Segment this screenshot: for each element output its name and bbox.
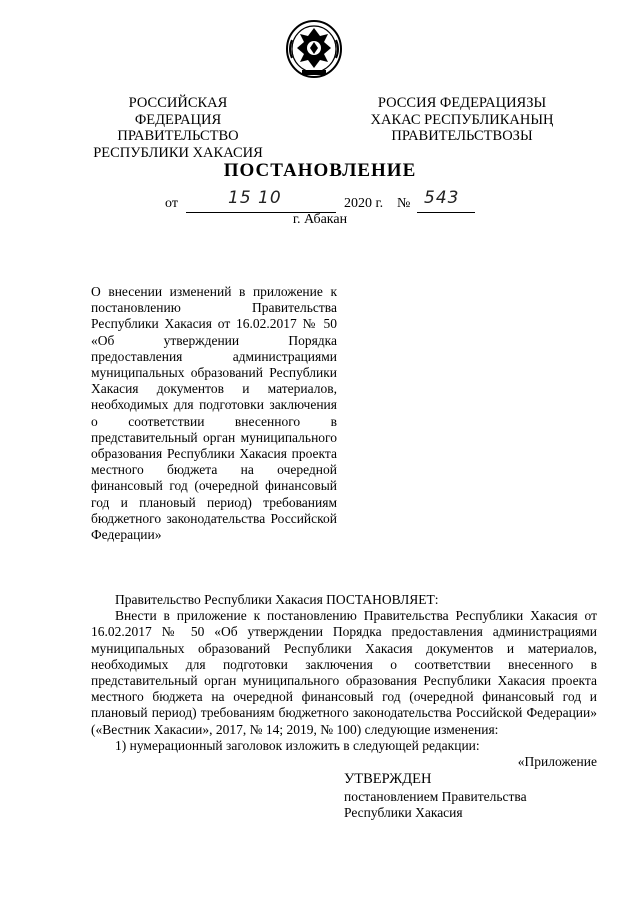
date-prefix: от (165, 196, 178, 211)
decree-paragraph: Внести в приложение к постановлению Правительства Республики Хакасия от 16.02.2017 № 50 «Об утверждении Порядка предоставления администрациями муниципальных образований Республики Хакасия документов и материалов, необходимых для подготовки заключения о соответствии внесенного в представительный орган муниципального образования Республики Хакасия проекта местного бюджета на очередной финансовый год (очередной финансовый год и плановый период) требованиям бюджетного законодательства Российской Федерации» («Вестник Хакасии», 2017, № 14; 2019, № 100) следующие изменения: (91, 608, 597, 737)
document-title: ПОСТАНОВЛЕНИЕ (223, 160, 417, 181)
header-right-line-2: ХАКАС РЕСПУБЛИКАНЫҢ (370, 111, 554, 128)
number-sign: № (397, 196, 411, 211)
date-number-line (0, 188, 640, 214)
decree-body (91, 592, 597, 770)
coat-of-arms-emblem (284, 18, 344, 80)
header-left-line-2: ПРАВИТЕЛЬСТВО (117, 128, 239, 144)
city-label: г. Абакан (292, 212, 348, 227)
handwritten-date: 15 10 (228, 188, 282, 208)
year-label: 2020 г. (344, 196, 384, 211)
appendix-label: «Приложение (517, 754, 597, 770)
header-right-line-3: ПРАВИТЕЛЬСТВОЗЫ (391, 128, 533, 144)
header-left-line-3: РЕСПУБЛИКИ ХАКАСИЯ (93, 144, 263, 161)
decree-line: Правительство Республики Хакасия ПОСТАНОВЛЯЕТ: (115, 592, 439, 607)
approval-block (344, 771, 604, 821)
header-right-line-1: РОССИЯ ФЕДЕРАЦИЯЗЫ (377, 95, 547, 111)
header-left-block (86, 95, 270, 161)
subject-block: О внесении изменений в приложение к постановлению Правительства Республики Хакасия от 16.02.2017 № 50 «Об утверждении Порядка предоставления администрациями муниципальных образований Республики Хакасия документов и материалов, необходимых для подготовки заключения о соответствии внесенного в представительный орган муниципального образования Республики Хакасия проекта местного бюджета на очередной финансовый год (очередной финансовый год и плановый период) требованиям бюджетного законодательства Российской Федерации» (91, 284, 337, 543)
approval-heading: УТВЕРЖДЕН (344, 771, 432, 787)
approval-line-1: постановлением Правительства (344, 789, 527, 804)
approval-line-2: Республики Хакасия (344, 805, 463, 820)
header-left-line-1: РОССИЙСКАЯ ФЕДЕРАЦИЯ (128, 95, 228, 128)
item-1: 1) нумерационный заголовок изложить в следующей редакции: (115, 737, 480, 753)
handwritten-number: 543 (424, 188, 460, 208)
header-right-block (368, 95, 556, 145)
